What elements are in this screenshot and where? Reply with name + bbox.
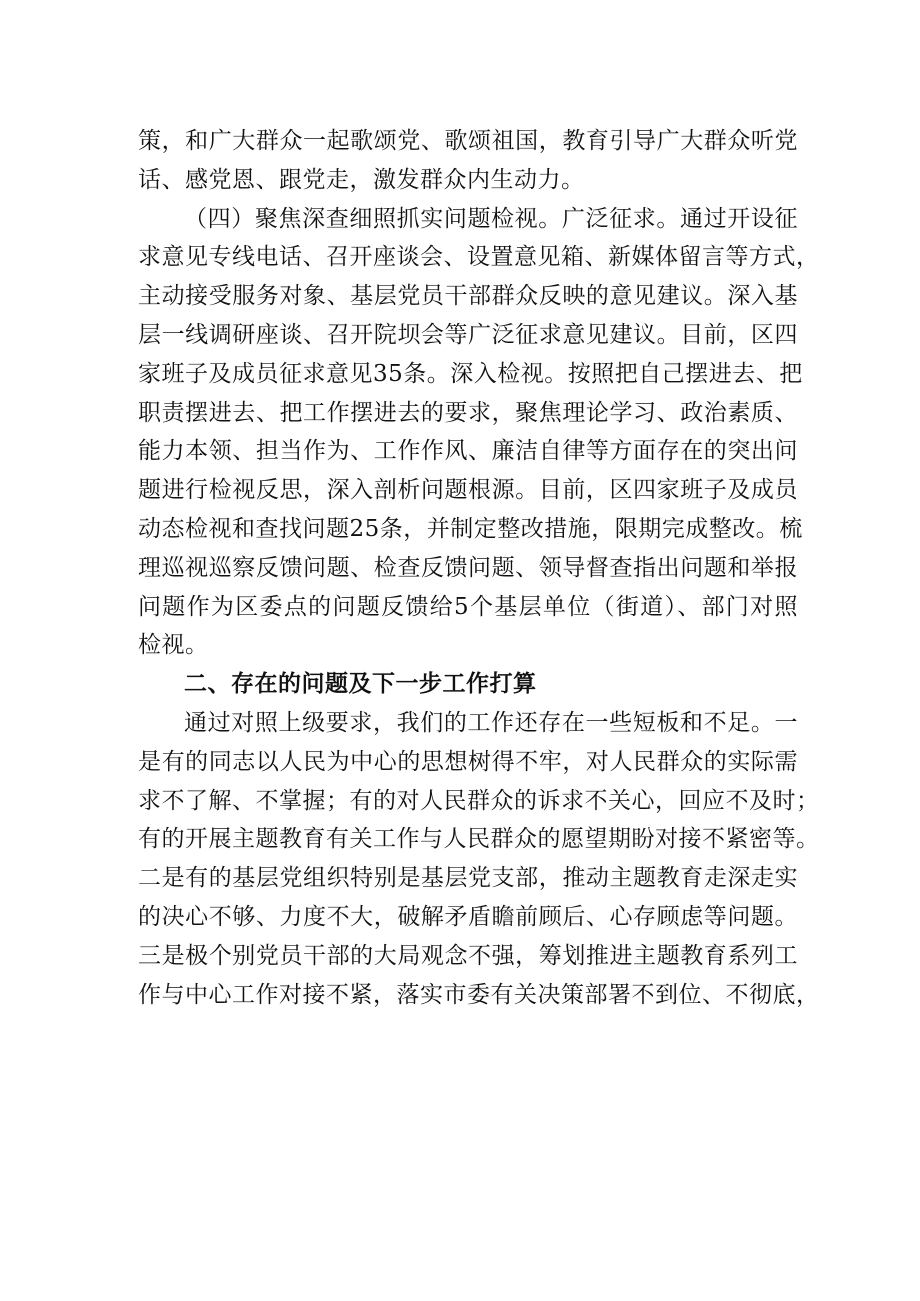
text-line: 问题作为区委点的问题反馈给5个基层单位（街道）、部门对照 bbox=[138, 593, 798, 620]
text-line: 三是极个别党员干部的大局观念不强，筹划推进主题教育系列工 bbox=[138, 942, 798, 969]
section-heading: 二、存在的问题及下一步工作打算 bbox=[184, 671, 537, 698]
text-line: 家班子及成员征求意见35条。深入检视。按照把自己摆进去、把 bbox=[138, 360, 803, 387]
text-line: 求意见专线电话、召开座谈会、设置意见箱、新媒体留言等方式， bbox=[138, 244, 820, 271]
text-line: 理巡视巡察反馈问题、检查反馈问题、领导督查指出问题和举报 bbox=[138, 554, 798, 581]
text-line: 能力本领、担当作为、工作作风、廉洁自律等方面存在的突出问 bbox=[138, 438, 798, 465]
text-line: 是有的同志以人民为中心的思想树得不牢，对人民群众的实际需 bbox=[138, 748, 798, 775]
paragraph-opening-line: 通过对照上级要求，我们的工作还存在一些短板和不足。一 bbox=[184, 709, 798, 736]
text-line: 话、感党恩、跟党走，激发群众内生动力。 bbox=[138, 166, 585, 193]
text-line: 题进行检视反思，深入剖析问题根源。目前，区四家班子及成员 bbox=[138, 477, 798, 504]
text-line: 检视。 bbox=[138, 632, 209, 659]
text-line: 作与中心工作对接不紧，落实市委有关决策部署不到位、不彻底， bbox=[138, 981, 820, 1008]
text-line: 层一线调研座谈、召开院坝会等广泛征求意见建议。目前，区四 bbox=[138, 321, 798, 348]
text-line: 职责摆进去、把工作摆进去的要求，聚焦理论学习、政治素质、 bbox=[138, 399, 798, 426]
text-line: 策，和广大群众一起歌颂党、歌颂祖国，教育引导广大群众听党 bbox=[138, 128, 798, 154]
text-line: 有的开展主题教育有关工作与人民群众的愿望期盼对接不紧密等。 bbox=[138, 826, 820, 853]
text-line: 主动接受服务对象、基层党员干部群众反映的意见建议。深入基 bbox=[138, 283, 798, 310]
text-line: 求不了解、不掌握；有的对人民群众的诉求不关心，回应不及时； bbox=[138, 787, 820, 814]
section-four-opening-line: （四）聚焦深查细照抓实问题检视。广泛征求。通过开设征 bbox=[184, 205, 798, 232]
document-body bbox=[138, 122, 820, 1014]
text-line: 二是有的基层党组织特别是基层党支部，推动主题教育走深走实 bbox=[138, 865, 798, 892]
text-line: 动态检视和查找问题25条，并制定整改措施，限期完成整改。梳 bbox=[138, 515, 803, 542]
text-line: 的决心不够、力度不大，破解矛盾瞻前顾后、心存顾虑等问题。 bbox=[138, 903, 798, 930]
